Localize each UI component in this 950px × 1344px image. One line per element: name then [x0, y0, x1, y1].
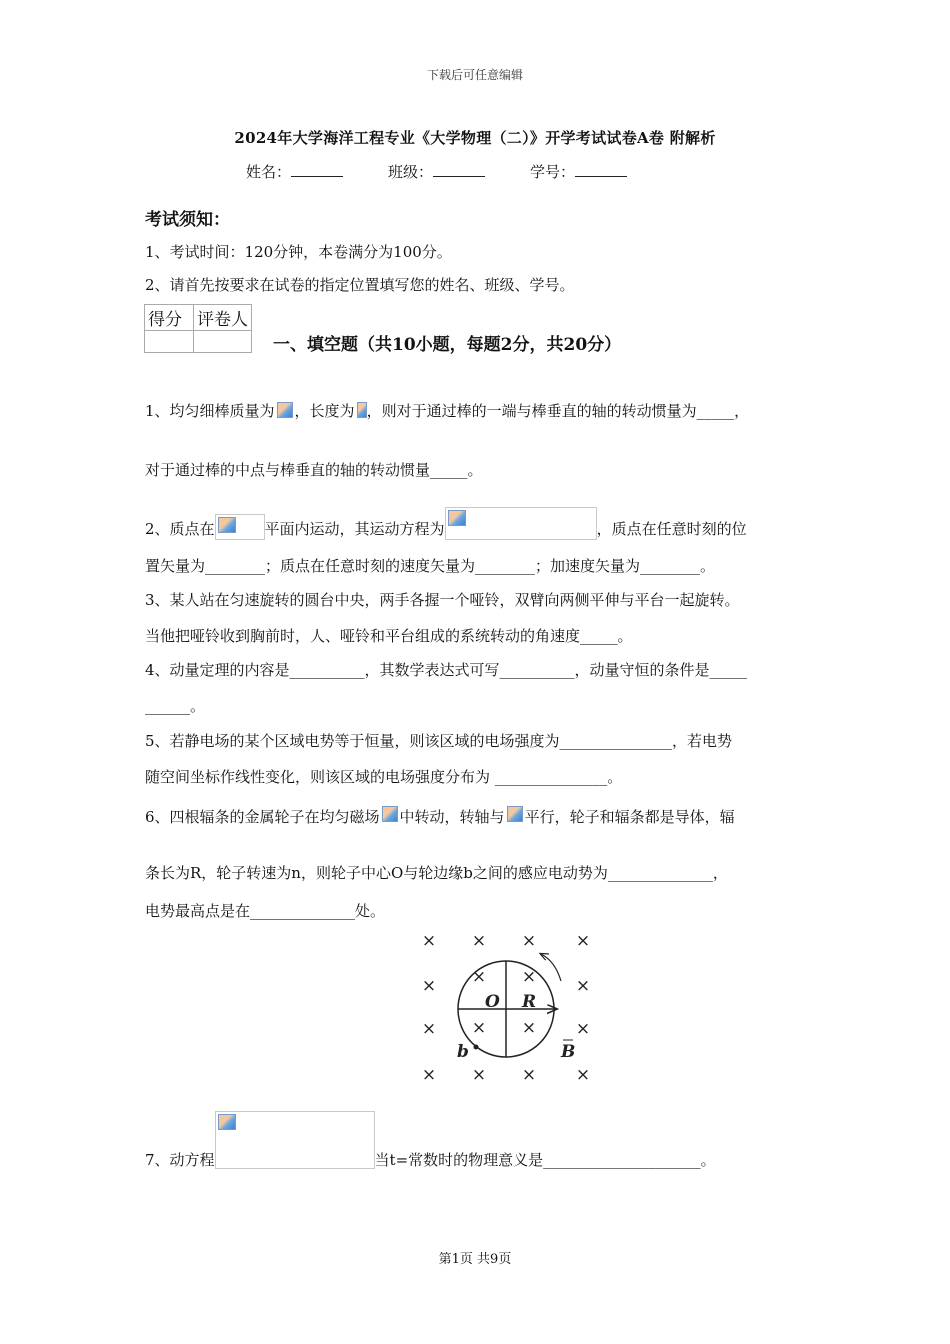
question-6-line-3: 电势最高点是在______________处。	[145, 902, 386, 920]
question-3-line-2: 当他把哑铃收到胸前时，人、哑铃和平台组成的系统转动的角速度_____。	[145, 627, 633, 645]
notice-item-1: 1、考试时间：120分钟，本卷满分为100分。	[145, 243, 452, 261]
score-header: 得分	[145, 305, 194, 331]
field-cross: ×	[471, 931, 487, 951]
q2-text-a: 2、质点在	[145, 520, 215, 538]
class-label: 班级：	[388, 163, 434, 181]
formula-image-icon	[380, 804, 400, 824]
label-o: O	[485, 992, 500, 1012]
field-cross: ×	[421, 931, 437, 951]
header-note: 下载后可任意编辑	[426, 68, 523, 82]
q1-text-c: ，则对于通过棒的一端与棒垂直的轴的转动惯量为_____，	[366, 402, 750, 420]
question-4-line-2: ______。	[145, 697, 206, 715]
question-3-line-1: 3、某人站在匀速旋转的圆台中央，两手各握一个哑铃，双臂向两侧平伸与平台一起旋转。	[145, 591, 740, 609]
formula-image-icon	[275, 400, 295, 418]
section-title: 一、填空题（共10小题，每题2分，共20分）	[273, 335, 622, 355]
name-blank[interactable]	[291, 162, 343, 177]
q6-text-b: 中转动，转轴与	[399, 808, 505, 826]
question-2-line-1	[145, 507, 747, 540]
rotation-arrow	[541, 954, 561, 981]
field-cross: ×	[575, 976, 591, 996]
name-label: 姓名：	[246, 163, 292, 181]
notice-title: 考试须知：	[145, 210, 230, 230]
question-4-line-1: 4、动量定理的内容是__________，其数学表达式可写__________，动量守恒的条件是_____	[145, 661, 748, 679]
q6-text-a: 6、四根辐条的金属轮子在均匀磁场	[145, 808, 380, 826]
page-title: 2024年大学海洋工程专业《大学物理（二）》开学考试试卷A卷 附解析	[234, 129, 716, 147]
name-field	[246, 161, 343, 182]
field-cross: ×	[421, 1065, 437, 1085]
field-cross: ×	[471, 1018, 487, 1038]
q2-text-b: 平面内运动，其运动方程为	[264, 520, 445, 538]
question-5-line-1: 5、若静电场的某个区域电势等于恒量，则该区域的电场强度为_______________，若电势	[145, 732, 733, 750]
field-cross: ×	[521, 931, 537, 951]
field-cross: ×	[421, 976, 437, 996]
question-1-line-2: 对于通过棒的中点与棒垂直的轴的转动惯量_____。	[145, 461, 483, 479]
label-b-vector: B	[561, 1042, 576, 1062]
score-table	[144, 304, 252, 353]
question-5-line-2: 随空间坐标作线性变化，则该区域的电场强度分布为 _______________。	[145, 768, 623, 786]
q2-text-c: ，质点在任意时刻的位	[596, 520, 747, 538]
field-cross: ×	[521, 1018, 537, 1038]
label-r: R	[522, 992, 537, 1012]
score-cell[interactable]	[145, 331, 194, 353]
wheel-magnetic-field-figure	[415, 926, 600, 1088]
field-cross: ×	[471, 1065, 487, 1085]
id-blank[interactable]	[575, 162, 627, 177]
field-cross: ×	[575, 931, 591, 951]
q1-text-a: 1、均匀细棒质量为	[145, 402, 275, 420]
q6-text-c: 平行，轮子和辐条都是导体，辐	[524, 808, 735, 826]
formula-image-icon	[445, 507, 597, 540]
field-cross: ×	[575, 1065, 591, 1085]
field-cross: ×	[521, 1065, 537, 1085]
q7-text-a: 7、动方程	[145, 1151, 215, 1169]
question-2-line-2: 置矢量为________；质点在任意时刻的速度矢量为________；加速度矢量为________。	[145, 557, 716, 575]
id-label: 学号：	[530, 163, 576, 181]
formula-image-icon	[505, 804, 525, 824]
question-1-line-1	[145, 400, 749, 421]
formula-image-icon	[215, 514, 265, 540]
field-cross: ×	[575, 1019, 591, 1039]
formula-image-icon	[215, 1111, 375, 1169]
field-cross: ×	[421, 1019, 437, 1039]
formula-image-icon	[355, 400, 367, 418]
q7-text-b: 当t=常数时的物理意义是_____________________。	[374, 1151, 716, 1169]
question-6-line-2: 条长为R，轮子转速为n，则轮子中心O与轮边缘b之间的感应电动势为______________，	[145, 864, 728, 882]
notice-item-2: 2、请首先按要求在试卷的指定位置填写您的姓名、班级、学号。	[145, 276, 575, 294]
question-6-line-1	[145, 804, 735, 827]
question-7-line	[145, 1111, 716, 1170]
grader-header: 评卷人	[194, 305, 252, 331]
class-blank[interactable]	[433, 162, 485, 177]
field-cross: ×	[471, 967, 487, 987]
q1-text-b: ，长度为	[294, 402, 355, 420]
grader-cell[interactable]	[194, 331, 252, 353]
label-b: b	[457, 1042, 469, 1062]
page-footer: 第1页 共9页	[438, 1252, 512, 1267]
id-field	[530, 161, 627, 182]
field-cross: ×	[521, 967, 537, 987]
class-field	[388, 161, 485, 182]
point-b-dot	[474, 1045, 479, 1050]
